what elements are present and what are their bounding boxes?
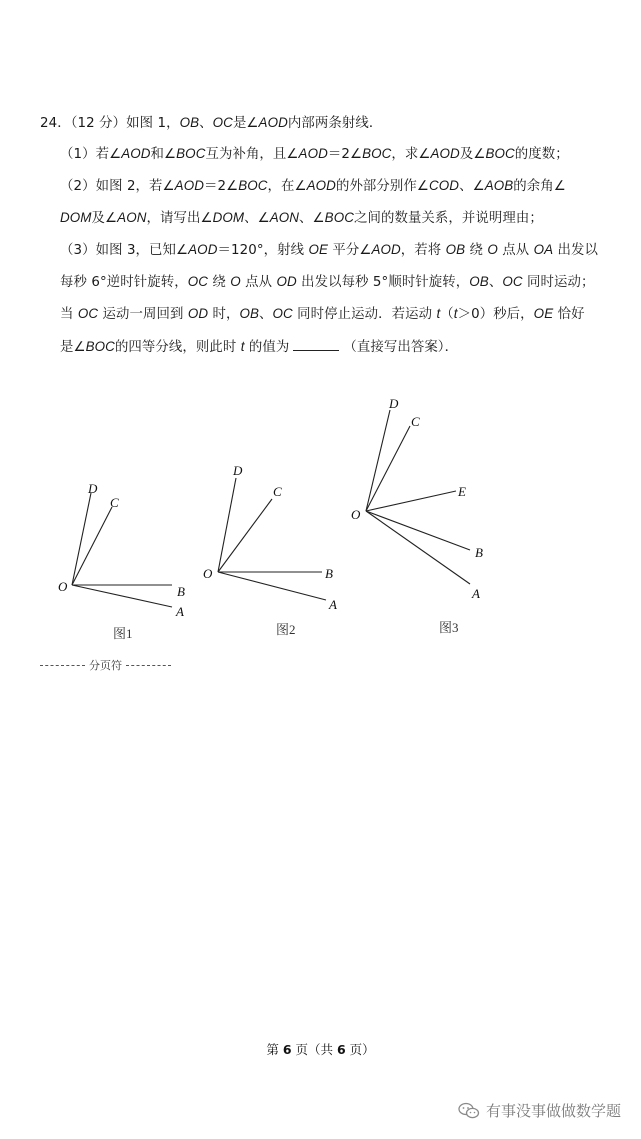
ray-OD xyxy=(218,478,236,572)
ray-OC xyxy=(72,507,112,585)
answer-blank[interactable] xyxy=(293,336,339,351)
figure-2-diagram xyxy=(218,478,326,600)
ray-OC xyxy=(366,426,410,511)
label-O: O xyxy=(203,566,213,581)
ray-OD xyxy=(72,493,91,585)
question-header: 24．（12 分）如图 1，OB、OC是∠AOD内部两条射线． xyxy=(40,115,383,131)
figures-panel xyxy=(0,380,641,640)
label-O: O xyxy=(351,507,361,522)
label-C: C xyxy=(110,495,119,510)
part-2-text-line2: DOM及∠AON，请写出∠DOM、∠AON、∠BOC之间的数量关系，并说明理由； xyxy=(60,210,543,226)
question-number: 24 xyxy=(40,116,58,131)
ray-OD xyxy=(366,410,390,511)
label-D: D xyxy=(389,396,399,411)
part-2-text-line1: （2）如图 2，若∠AOD＝2∠BOC，在∠AOD的外部分别作∠COD、∠AOB的余角∠ xyxy=(60,178,566,194)
label-O: O xyxy=(58,579,68,594)
label-E: E xyxy=(458,484,466,499)
ray-OA xyxy=(218,572,326,600)
label-C: C xyxy=(411,414,420,429)
label-C: C xyxy=(273,484,282,499)
figure-1-diagram xyxy=(72,493,172,607)
figure-2-caption: 图2 xyxy=(276,622,296,637)
watermark-text: 有事没事做做数学题 xyxy=(485,1102,621,1120)
page-number: 6 xyxy=(282,1042,292,1057)
ray-OA xyxy=(72,585,172,607)
figure-1-caption: 图1 xyxy=(113,626,133,640)
part-1-text: （1）若∠AOD和∠BOC互为补角，且∠AOD＝2∠BOC，求∠AOD及∠BOC的度数； xyxy=(60,146,569,162)
label-A: A xyxy=(329,597,337,612)
page-break-label: 分页符 xyxy=(89,659,122,672)
ray-OB xyxy=(366,511,470,550)
page-break-marker xyxy=(40,657,171,673)
part-3-text-line3: 当 OC 运动一周回到 OD 时，OB、OC 同时停止运动．若运动 t（t＞0）秒后，OE 恰好 xyxy=(60,306,585,322)
label-D: D xyxy=(233,463,243,478)
label-B: B xyxy=(177,584,185,599)
ray-OE xyxy=(366,491,456,511)
figure-3-diagram xyxy=(366,410,470,584)
part-3-text-line4: 是∠BOC的四等分线，则此时 t 的值为 （直接写出答案）． xyxy=(60,336,458,358)
label-D: D xyxy=(88,481,98,496)
part-3-text-line1: （3）如图 3，已知∠AOD＝120°，射线 OE 平分∠AOD，若将 OB 绕 O 点从 OA 出发以 xyxy=(60,242,599,258)
page-footer: 第 6 页（共 6 页） xyxy=(266,1042,375,1057)
label-A: A xyxy=(176,604,184,619)
label-B: B xyxy=(325,566,333,581)
ray-OC xyxy=(218,499,272,572)
figure-3-caption: 图3 xyxy=(439,620,459,635)
ray-OA xyxy=(366,511,470,584)
question-score: （12 分） xyxy=(70,116,127,131)
watermark xyxy=(458,1100,621,1121)
page-total: 6 xyxy=(336,1042,346,1057)
wechat-icon xyxy=(458,1102,480,1120)
label-A: A xyxy=(472,586,480,601)
part-3-text-line2: 每秒 6°逆时针旋转，OC 绕 O 点从 OD 出发以每秒 5°顺时针旋转，OB、OC 同时运动； xyxy=(60,274,595,290)
label-B: B xyxy=(475,545,483,560)
